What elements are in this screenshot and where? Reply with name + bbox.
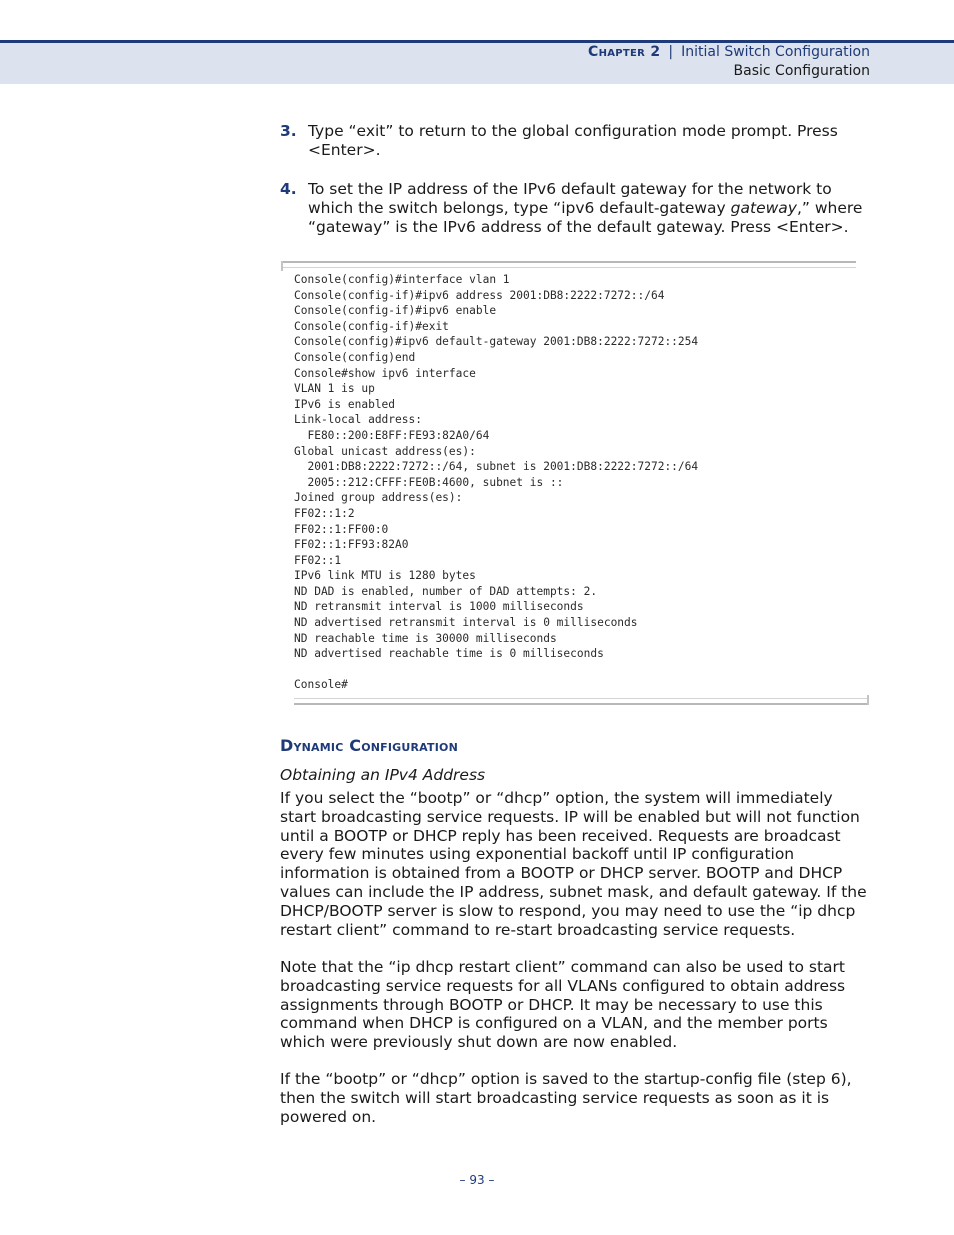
step-text-part: ,” where “gateway” is the IPv6 address of the default gateway. Press <Enter>.: [308, 199, 863, 236]
code-line: Console(config)#interface vlan 1: [294, 273, 510, 286]
step-text: [308, 180, 870, 237]
code-line: IPv6 link MTU is 1280 bytes: [294, 569, 476, 583]
code-line: Console#show ipv6 interface: [294, 366, 476, 380]
step-text-italic: gateway: [730, 199, 797, 217]
step-number: 4.: [280, 180, 297, 198]
step-4: [280, 180, 870, 237]
code-line: FF02::1:FF00:0: [294, 522, 389, 536]
body-paragraph-3: If the “bootp” or “dhcp” option is saved to the startup-config file (step 6), then the switch will start broadcasting service requests as soon as it is powered on.: [280, 1070, 852, 1126]
code-line: IPv6 is enabled: [294, 397, 396, 411]
code-line: ND reachable time is 30000 milliseconds: [294, 631, 557, 645]
page-number: – 93 –: [459, 1173, 495, 1187]
code-line: FF02::1:FF93:82A0: [294, 538, 409, 552]
section-subheading: Obtaining an IPv4 Address: [280, 766, 486, 784]
code-line: Console#: [294, 678, 348, 692]
code-line: Global unicast address(es):: [294, 444, 476, 458]
body-paragraph-2: Note that the “ip dhcp restart client” command can also be used to start broadcasting service requests for all VLANs configured to obtain address assignments through BOOTP or DHCP. It may be necessary to use this command when DHCP is configured on a VLAN, and the member ports which were previously shut down are now enabled.: [280, 958, 846, 1052]
code-line: Console(config-if)#ipv6 address 2001:DB8:2222:7272::/64: [294, 288, 665, 302]
body-paragraph-1: If you select the “bootp” or “dhcp” option, the system will immediately start broadcasting service requests. IP will be enabled but will not function until a BOOTP or DHCP reply has been received. Requests are broadcast every few minutes using exponential backoff until IP configuration information is obtained from a BOOTP or DHCP server. BOOTP and DHCP values can include the IP address, subnet mask, and default gateway. If the DHCP/BOOTP server is slow to respond, you may need to use the “ip dhcp restart client” command to re-start broadcasting service requests.: [280, 789, 867, 939]
running-header-section: Basic Configuration: [733, 63, 870, 79]
code-line: 2005::212:CFFF:FE0B:4600, subnet is ::: [294, 475, 564, 489]
step-number: 3.: [280, 122, 297, 140]
code-listing: [294, 272, 698, 693]
code-line: Joined group address(es):: [294, 491, 463, 505]
code-line: ND advertised reachable time is 0 milliseconds: [294, 647, 604, 661]
code-line: FF02::1:2: [294, 506, 355, 520]
step-text: Type “exit” to return to the global configuration mode prompt. Press <Enter>.: [308, 122, 838, 159]
code-line: 2001:DB8:2222:7272::/64, subnet is 2001:DB8:2222:7272::/64: [294, 460, 699, 474]
code-line: Link-local address:: [294, 413, 422, 427]
code-line: Console(config)#ipv6 default-gateway 2001:DB8:2222:7272::254: [294, 335, 699, 349]
code-line: Console(config)end: [294, 350, 416, 364]
code-example: [281, 261, 869, 705]
code-line: ND retransmit interval is 1000 milliseconds: [294, 600, 584, 614]
code-rule-top: [281, 261, 856, 268]
code-line: FE80::200:E8FF:FE93:82A0/64: [294, 428, 490, 442]
code-line: ND DAD is enabled, number of DAD attempts: 2.: [294, 584, 598, 598]
header-separator: |: [668, 44, 674, 60]
section-title: Dynamic Configuration: [280, 736, 458, 755]
code-line: Console(config-if)#ipv6 enable: [294, 304, 497, 318]
code-line: Console(config-if)#exit: [294, 319, 449, 333]
chapter-title: Initial Switch Configuration: [681, 44, 870, 60]
step-3: [280, 122, 870, 160]
code-line: FF02::1: [294, 553, 342, 567]
code-rule-bottom: [294, 698, 869, 705]
step-text-part: To set the IP address of the IPv6 default gateway for the network to which the switch belongs, type “ipv6 default-gateway: [308, 180, 832, 217]
code-rule-corner: [281, 261, 283, 271]
code-line: VLAN 1 is up: [294, 382, 375, 396]
running-header-chapter: [588, 44, 870, 60]
code-rule-corner: [867, 695, 869, 705]
chapter-label: Chapter 2: [588, 44, 661, 60]
code-line: ND advertised retransmit interval is 0 milliseconds: [294, 616, 638, 630]
